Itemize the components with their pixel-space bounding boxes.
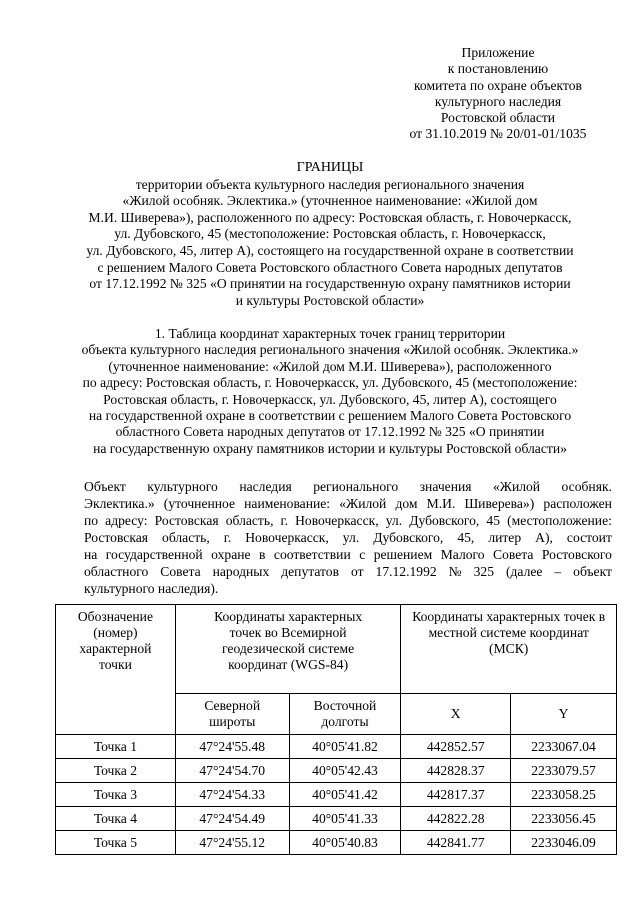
table-row: [56, 807, 617, 831]
cell-y: 2233046.09: [511, 831, 617, 855]
body-paragraph: [84, 478, 612, 597]
cell-y: 2233079.57: [511, 759, 617, 783]
cell-point: Точка 3: [56, 783, 176, 807]
section-heading-block: [30, 326, 630, 457]
cell-x: 442852.57: [401, 735, 511, 759]
appendix-line: к постановлению: [447, 61, 549, 77]
table-row: [56, 831, 617, 855]
table-row: [56, 759, 617, 783]
cell-x: 442841.77: [401, 831, 511, 855]
appendix-line: от 31.10.2019 № 20/01-01/1035: [409, 126, 587, 142]
cell-x: 442822.28: [401, 807, 511, 831]
cell-north: 47°24'54.33: [175, 783, 289, 807]
cell-y: 2233056.45: [511, 807, 617, 831]
appendix-line: комитета по охране объектов: [414, 77, 582, 93]
cell-y: 2233058.25: [511, 783, 617, 807]
title-line: ул. Дубовского, 45, литер А), состоящего на государственной охране в соответствии: [86, 242, 574, 258]
header-y: Y: [511, 694, 617, 735]
cell-north: 47°24'54.49: [175, 807, 289, 831]
header-msk: [401, 605, 617, 694]
title-line: с решением Малого Совета Ростовского областного Совета народных депутатов: [97, 259, 563, 275]
cell-east: 40°05'41.42: [289, 783, 401, 807]
cell-point: Точка 4: [56, 807, 176, 831]
cell-point: Точка 2: [56, 759, 176, 783]
header-point-line: характерной: [79, 641, 152, 656]
table-row: [56, 735, 617, 759]
cell-east: 40°05'42.43: [289, 759, 401, 783]
header-point-line: точки: [98, 657, 132, 672]
header-wgs: [175, 605, 401, 694]
paragraph-line: областного Совета народных депутатов от 17.12.1992 № 325 (далее – объект: [84, 564, 612, 579]
title-line: ул. Дубовского, 45 (местоположение: Ростовская область, г. Новочеркасск,: [114, 226, 546, 242]
appendix-block: [380, 45, 616, 143]
header-point: [56, 605, 176, 735]
section-line: областного Совета народных депутатов от 17.12.1992 № 325 «О принятии: [115, 424, 545, 440]
header-north-line: Северной: [204, 698, 261, 713]
header-msk-line: Координаты характерных точек в: [412, 609, 606, 624]
header-wgs-line: координат (WGS-84): [228, 657, 349, 672]
section-line: на государственную охрану памятников истории и культуры Ростовской области»: [93, 440, 567, 456]
cell-north: 47°24'55.12: [175, 831, 289, 855]
header-msk-line: (МСК): [489, 641, 529, 656]
cell-north: 47°24'55.48: [175, 735, 289, 759]
appendix-line: Ростовской области: [440, 110, 556, 126]
header-msk-line: местной системе координат: [428, 625, 589, 640]
document-title-block: [30, 160, 630, 309]
header-x: X: [401, 694, 511, 735]
cell-point: Точка 5: [56, 831, 176, 855]
header-north-line: широты: [209, 714, 256, 729]
header-wgs-line: геодезической системе: [222, 641, 355, 656]
section-line: (уточненное наименование: «Жилой дом М.И. Шиверева»), расположенного: [108, 358, 552, 374]
cell-x: 442817.37: [401, 783, 511, 807]
cell-x: 442828.37: [401, 759, 511, 783]
header-point-line: (номер): [93, 625, 138, 640]
cell-north: 47°24'54.70: [175, 759, 289, 783]
paragraph-line: культурного наследия).: [84, 581, 219, 596]
cell-point: Точка 1: [56, 735, 176, 759]
section-line: объекта культурного наследия регионального значения «Жилой особняк. Эклектика.»: [81, 342, 579, 358]
paragraph-line: Эклектика.» (уточненное наименование: «Жилой дом М.И. Шиверева») расположен: [84, 496, 612, 511]
paragraph-line: Ростовская область, г. Новочеркасск, ул. Дубовского, 45, литер А), состоит: [84, 530, 612, 545]
table-header-row: [56, 605, 617, 694]
header-east-line: Восточной: [313, 698, 377, 713]
coordinates-table: [55, 604, 617, 855]
header-wgs-line: точек во Всемирной: [229, 625, 347, 640]
appendix-line: Приложение: [461, 45, 535, 60]
header-north: [175, 694, 289, 735]
title-line: «Жилой особняк. Эклектика.» (уточненное наименование: «Жилой дом: [122, 193, 538, 209]
cell-east: 40°05'40.83: [289, 831, 401, 855]
title-line: территории объекта культурного наследия регионального значения: [135, 176, 525, 192]
cell-east: 40°05'41.82: [289, 735, 401, 759]
title-line: М.И. Шиверева»), расположенного по адресу: Ростовская область, г. Новочеркасск,: [88, 209, 572, 225]
paragraph-line: по адресу: Ростовская область, г. Новочеркасск, ул. Дубовского, 45 (местоположение:: [84, 513, 612, 528]
cell-east: 40°05'41.33: [289, 807, 401, 831]
header-east-line: долготы: [321, 714, 369, 729]
header-point-line: Обозначение: [77, 609, 153, 624]
section-line: по адресу: Ростовская область, г. Новочеркасск, ул. Дубовского, 45 (местоположение:: [82, 375, 578, 391]
document-heading: ГРАНИЦЫ: [296, 160, 364, 175]
table-row: [56, 783, 617, 807]
paragraph-line: на государственной охране в соответствии с решением Малого Совета Ростовского: [84, 547, 612, 562]
appendix-line: культурного наследия: [434, 93, 562, 109]
section-line: на государственной охране в соответствии с решением Малого Совета Ростовского: [88, 408, 572, 424]
title-line: и культуры Ростовской области»: [235, 292, 425, 308]
cell-y: 2233067.04: [511, 735, 617, 759]
paragraph-line: Объект культурного наследия регионального значения «Жилой особняк.: [84, 479, 612, 494]
section-line: 1. Таблица координат характерных точек границ территории: [154, 326, 506, 341]
header-wgs-line: Координаты характерных: [214, 609, 363, 624]
header-east: [289, 694, 401, 735]
section-line: Ростовская область, г. Новочеркасск, ул. Дубовского, 45, литер А), состоящего: [103, 391, 557, 407]
title-line: от 17.12.1992 № 325 «О принятии на государственную охрану памятников истории: [89, 276, 571, 292]
